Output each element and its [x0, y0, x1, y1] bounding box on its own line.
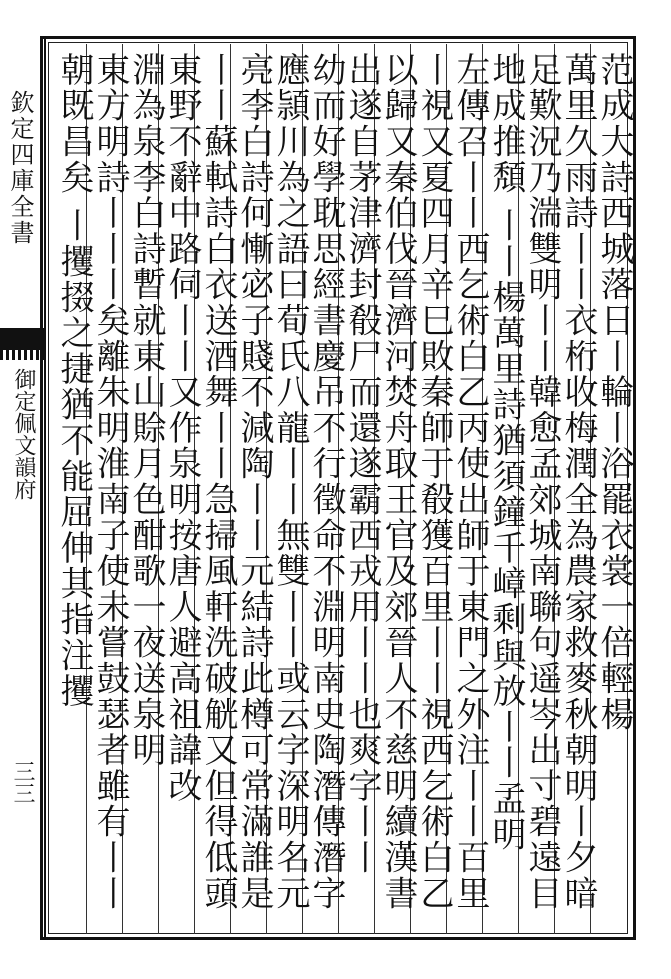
text-column: 足歎況乃湍雙明丨丨韓愈孟郊城南聯句遥岑出寸碧遠目 — [522, 52, 562, 912]
text-column: 亮李白詩何慚宓子賤不減陶丨丨元結詩此樽可常滿誰是 — [234, 52, 274, 912]
text-column: 萬里久雨詩丨丨衣桁收梅潤全為農家救麥秋朝明丨夕暗 — [558, 52, 598, 912]
page-number: 三三 — [10, 760, 35, 804]
text-column: 東野不辭中路伺丨丨又作泉明按唐人避高祖諱改 — [162, 52, 202, 804]
text-column: 應頴川為之語曰荀氏八龍丨丨無雙丨丨或云字深明名元 — [270, 52, 310, 912]
fish-tail-hatch — [0, 350, 44, 360]
fish-tail-mark — [0, 328, 44, 350]
text-column: 范成大詩西城落日丨輪丨浴罷衣裳一倍輕楊 — [594, 52, 634, 733]
text-column: 地成推頽 丨丨楊萬里詩猶須鐘千嶂剩與放丨丨孟明 — [486, 52, 526, 853]
book-title: 御定佩文韻府 — [11, 368, 36, 500]
text-column: 左傳召丨丨西乞術白乙丙使出師于東門之外注丨丨百里 — [450, 52, 490, 912]
text-column: 出遂自茅津濟封殽尸而還遂霸西戎用丨丨也爽字丨丨 — [342, 52, 382, 876]
text-column: 丨丨蘇軾詩白衣送酒舞丨丨急掃風軒洗破觥又但得低頭 — [198, 52, 238, 912]
collection-title: 欽定四庫全書 — [6, 90, 34, 246]
text-column: 朝既昌矣 丨攫掇之捷猶不能屈伸其指注攫 — [54, 52, 94, 710]
text-column: 幼而好學耽思經書慶吊不行徵命不淵明南史陶潛傳潛字 — [306, 52, 346, 912]
text-column: 東方明詩丨丨丨矣離朱明淮南子使未嘗鼓瑟者雖有丨丨 — [90, 52, 130, 912]
text-column: 淵為泉李白詩暫就東山賒月色酣歌一夜送泉明 — [126, 52, 166, 768]
text-column: 丨視又夏四月辛巳敗秦師于殽獲百里丨丨視西乞術白乙 — [414, 52, 454, 912]
text-column: 以歸又秦伯伐晉濟河焚舟取王官及郊晉人不慈明續漢書 — [378, 52, 418, 912]
